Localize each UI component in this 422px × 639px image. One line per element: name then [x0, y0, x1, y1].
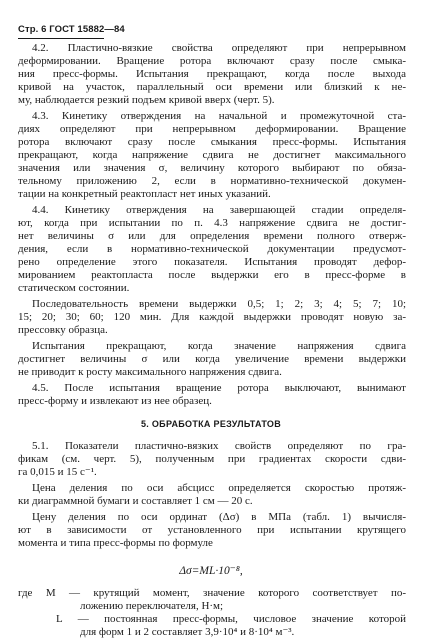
- text-line: 4.2. Пластично-вязкие свойства определяют при непрерывном: [32, 42, 406, 54]
- header-rule: [18, 38, 104, 39]
- text-line: 4.3. Кинетику отверждения на начальной и промежуточной ста-: [32, 110, 406, 122]
- text-line: тации на конкретный реактопласт нет иных указаний.: [18, 188, 271, 200]
- text-line: не приводит к росту максимального напряжения сдвига.: [18, 366, 282, 378]
- where-line: L — постоянная пресс-формы, числовое значение которой: [56, 613, 406, 625]
- text-line: ротора включают сразу после смыкания пресс-формы. Испытания: [18, 136, 406, 148]
- text-line: рено определение этого показателя. Испытания проводят дефор-: [18, 256, 406, 268]
- text-line: мированием реактопласта после выдержки его в пресс-форме в: [18, 269, 406, 281]
- text-line: 5.1. Показатели пластично-вязких свойств определяют по гра-: [32, 440, 406, 452]
- text-line: дения, если в нормативно-технической документации предусмот-: [18, 243, 406, 255]
- where-line: для форм 1 и 2 составляет 3,9·10⁴ и 8·10⁴ м⁻³.: [80, 626, 295, 638]
- text-line: 4.5. После испытания вращение ротора выключают, вынимают: [32, 382, 406, 394]
- text-line: фикам (см. черт. 5), полученным при градиентах скорости сдви-: [18, 453, 406, 465]
- text-line: прессовку образца.: [18, 324, 108, 336]
- text-line: Цена деления по оси абсцисс определяется скоростью протяж-: [32, 482, 406, 494]
- text-line: прекращают, когда напряжение сдвига не достигнет максимального: [18, 149, 406, 161]
- text-line: момента и типа пресс-формы по формуле: [18, 537, 213, 549]
- text-line: ют, когда при испытании по п. 4.3 напряжение сдвига не достиг-: [18, 217, 406, 229]
- text-line: значения или значения σ, величину которого выбирают по обяза-: [18, 162, 406, 174]
- text-line: 4.4. Кинетику отверждения на завершающей стадии определя-: [32, 204, 406, 216]
- text-line: ют в зависимости от установленного при испытании крутящего: [18, 524, 406, 536]
- text-line: Последовательность времени выдержки 0,5; 1; 2; 3; 4; 5; 7; 10;: [32, 298, 406, 310]
- text-line: га 0,015 и 15 с⁻¹.: [18, 466, 97, 478]
- text-line: достигнет величины σ или когда увеличение времени выдержки: [18, 353, 406, 365]
- text-line: 15; 20; 30; 60; 120 мин. Для каждой выдержки проводят новую за-: [18, 311, 406, 323]
- text-line: Цену деления по оси ординат (Δσ) в МПа (табл. 1) вычисля-: [32, 511, 406, 523]
- page-header: Стр. 6 ГОСТ 15882—84: [18, 24, 125, 35]
- text-line: статическом состоянии.: [18, 282, 130, 294]
- where-line: где M — крутящий момент, значение которого соответствует по-: [18, 587, 406, 599]
- formula: Δσ=ML·10⁻⁸,: [179, 565, 243, 577]
- where-line: ложению переключателя, Н·м;: [80, 600, 224, 612]
- text-line: ния пресс-формы. Испытания прекращают, когда после выхода: [18, 68, 406, 80]
- text-line: диях определяют при непрерывном деформировании. Вращение: [18, 123, 406, 135]
- section-heading: 5. ОБРАБОТКА РЕЗУЛЬТАТОВ: [140, 419, 282, 429]
- text-line: кривой на участок, параллельный оси времени или близкий к не-: [18, 81, 406, 93]
- text-line: деформировании. Вращение ротора включают сразу после смыка-: [18, 55, 406, 67]
- text-line: нет величины σ или для определения времени полного отверж-: [18, 230, 406, 242]
- text-line: пресс-форму и извлекают из нее образец.: [18, 395, 212, 407]
- text-line: тельному приложению 2, если в нормативно-технической докумен-: [18, 175, 406, 187]
- text-line: ки диаграммной бумаги и составляет 1 см — 20 с.: [18, 495, 253, 507]
- text-line: му, наблюдается резкий подъем кривой вверх (черт. 5).: [18, 94, 275, 106]
- text-line: Испытания прекращают, когда значение напряжения сдвига: [32, 340, 406, 352]
